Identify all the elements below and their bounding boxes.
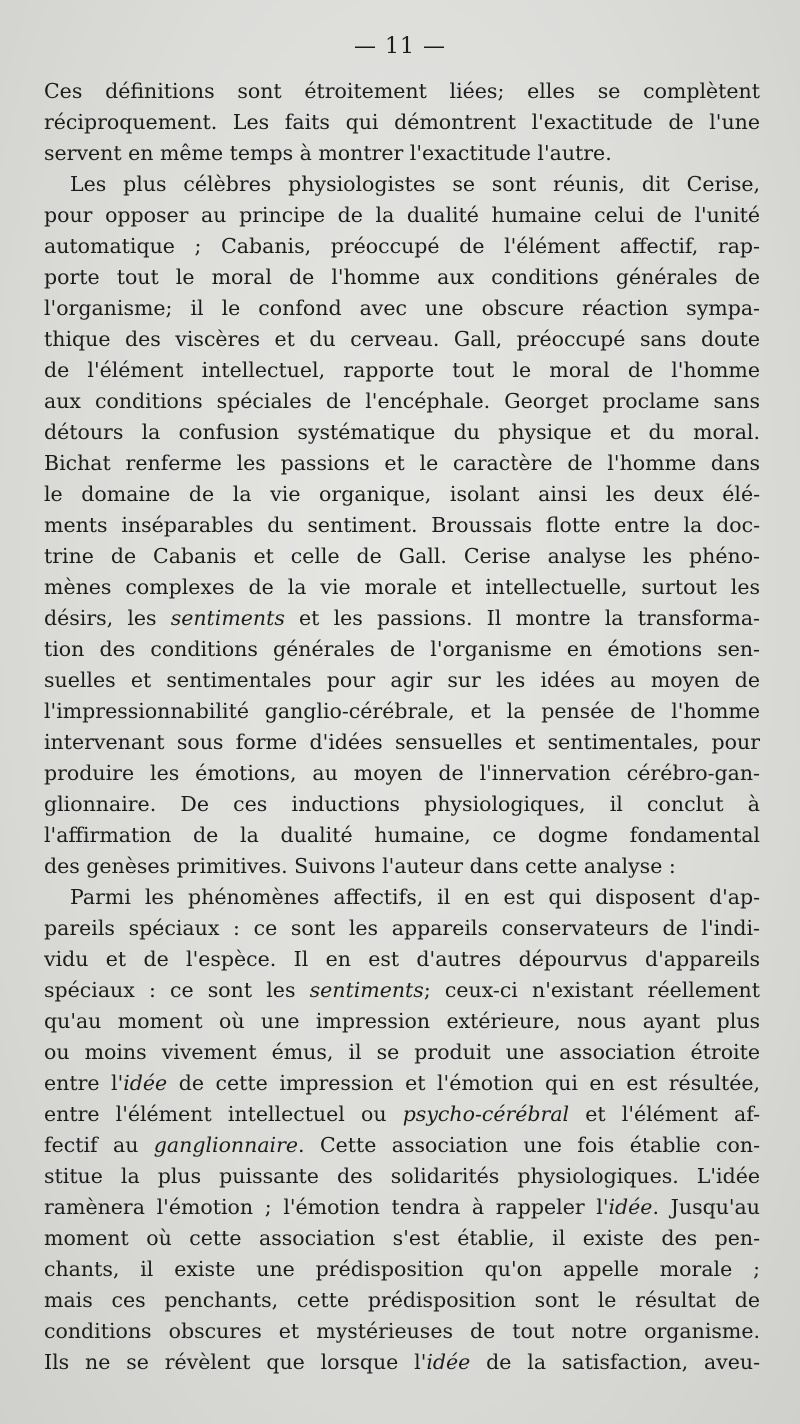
text-line: ou moins vivement émus, il se produit une association étroite [44,1040,760,1064]
text-line: l'organisme; il le confond avec une obscure réaction sympa- [44,296,760,320]
text-line: Ils ne se révèlent que lorsque l'idée de la satisfaction, aveu- [44,1350,760,1374]
text-line: trine de Cabanis et celle de Gall. Cerise analyse les phéno- [44,544,760,568]
text-line: fectif au ganglionnaire. Cette association une fois établie con- [44,1133,760,1157]
text-line: vidu et de l'espèce. Il en est d'autres dépourvus d'appareils [44,947,760,971]
text-line: réciproquement. Les faits qui démontrent l'exactitude de l'une [44,110,760,134]
text-line: conditions obscures et mystérieuses de tout notre organisme. [44,1319,760,1343]
text-line: stitue la plus puissante des solidarités physiologiques. L'idée [44,1164,760,1188]
text-line: mènes complexes de la vie morale et intellectuelle, surtout les [44,575,760,599]
text-line: chants, il existe une prédisposition qu'on appelle morale ; [44,1257,760,1281]
text-line: Parmi les phénomènes affectifs, il en est qui disposent d'ap- [70,885,760,909]
text-line: porte tout le moral de l'homme aux conditions générales de [44,265,760,289]
text-line: qu'au moment où une impression extérieure, nous ayant plus [44,1009,760,1033]
text-line: spéciaux : ce sont les sentiments; ceux-ci n'existant réellement [44,978,760,1002]
text-line: désirs, les sentiments et les passions. Il montre la transforma- [44,606,760,630]
text-line: glionnaire. De ces inductions physiologiques, il conclut à [44,792,760,816]
text-line: l'affirmation de la dualité humaine, ce dogme fondamental [44,823,760,847]
text-line: moment où cette association s'est établie, il existe des pen- [44,1226,760,1250]
text-line: entre l'élément intellectuel ou psycho-cérébral et l'élément af- [44,1102,760,1126]
text-line: intervenant sous forme d'idées sensuelles et sentimentales, pour [44,730,760,754]
text-line: suelles et sentimentales pour agir sur les idées au moyen de [44,668,760,692]
text-line: l'impressionnabilité ganglio-cérébrale, et la pensée de l'homme [44,699,760,723]
text-line: détours la confusion systématique du physique et du moral. [44,420,760,444]
text-line: automatique ; Cabanis, préoccupé de l'élément affectif, rap- [44,234,760,258]
text-line: tion des conditions générales de l'organisme en émotions sen- [44,637,760,661]
text-line: pour opposer au principe de la dualité humaine celui de l'unité [44,203,760,227]
text-line: des genèses primitives. Suivons l'auteur dans cette analyse : [44,854,676,878]
text-line: mais ces penchants, cette prédisposition sont le résultat de [44,1288,760,1312]
text-line: ramènera l'émotion ; l'émotion tendra à rappeler l'idée. Jusqu'au [44,1195,760,1219]
page-number: — 11 — [354,34,446,59]
text-line: pareils spéciaux : ce sont les appareils conservateurs de l'indi- [44,916,760,940]
text-line: thique des viscères et du cerveau. Gall, préoccupé sans doute [44,327,760,351]
text-line: ments inséparables du sentiment. Broussais flotte entre la doc- [44,513,760,537]
text-line: le domaine de la vie organique, isolant ainsi les deux élé- [44,482,760,506]
text-line: produire les émotions, au moyen de l'innervation cérébro-gan- [44,761,760,785]
text-line: Bichat renferme les passions et le caractère de l'homme dans [44,451,760,475]
text-line: de l'élément intellectuel, rapporte tout le moral de l'homme [44,358,760,382]
text-line: servent en même temps à montrer l'exactitude l'autre. [44,141,612,165]
text-line: aux conditions spéciales de l'encéphale. Georget proclame sans [44,389,760,413]
text-line: Les plus célèbres physiologistes se sont réunis, dit Cerise, [70,172,760,196]
text-line: Ces définitions sont étroitement liées; elles se complètent [44,79,760,103]
body-text [44,76,760,1378]
text-line: entre l'idée de cette impression et l'émotion qui en est résultée, [44,1071,760,1095]
